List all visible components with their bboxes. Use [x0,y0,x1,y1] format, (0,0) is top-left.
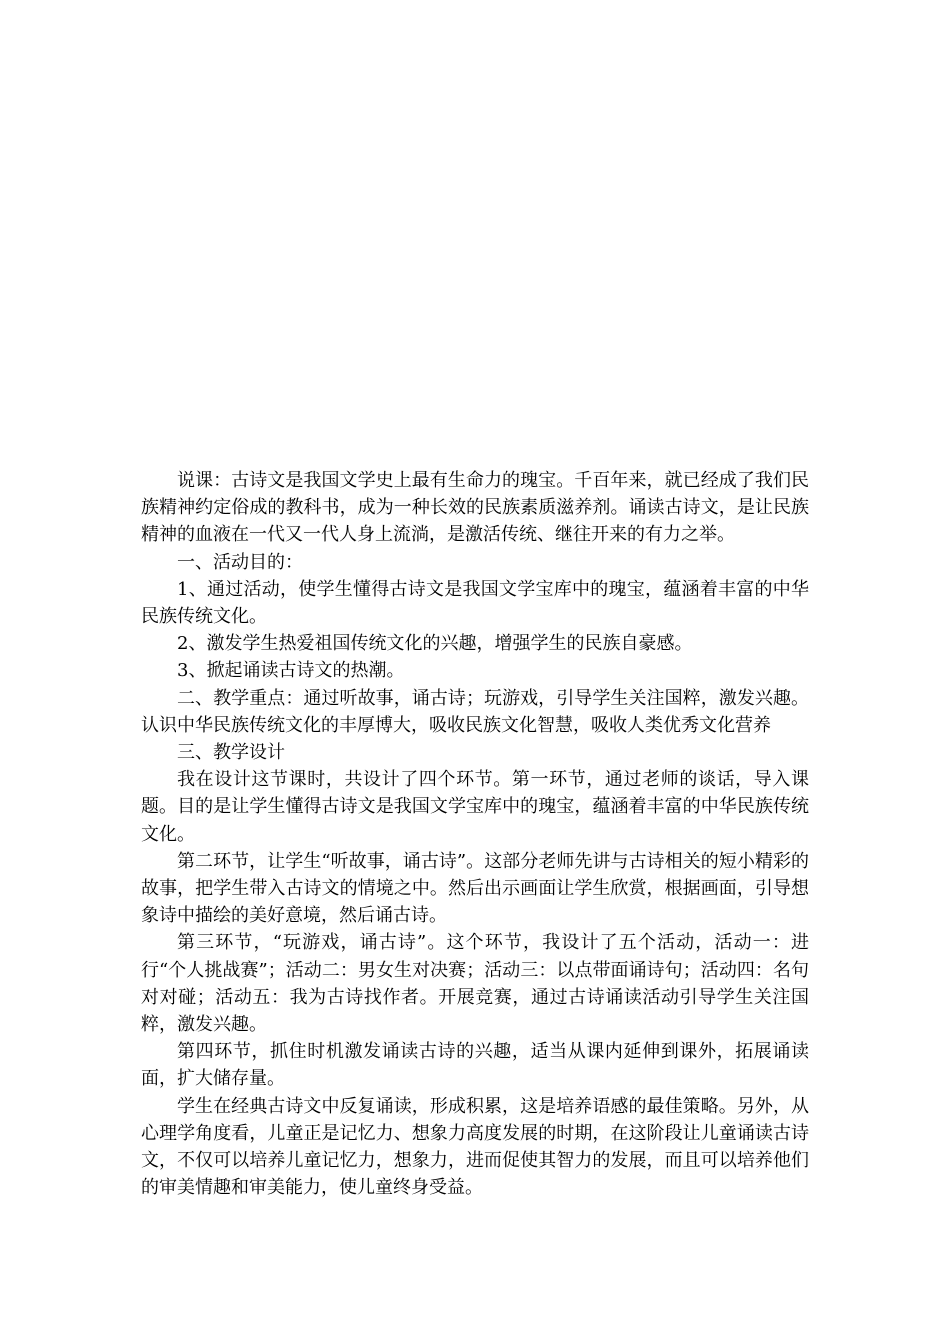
paragraph-goal-2: 2、激发学生热爱祖国传统文化的兴趣，增强学生的民族自豪感。 [177,633,693,655]
paragraph-design-stage-4: 第四环节，抓住时机激发诵读古诗的兴趣，适当从课内延伸到课外，拓展诵读面，扩大储存量。 [141,1041,809,1090]
paragraph-design-stage-2: 第二环节，让学生“听故事，诵古诗”。这部分老师先讲与古诗相关的短小精彩的故事，把学生带入古诗文的情境之中。然后出示画面让学生欣赏，根据画面，引导想象诗中描绘的美好意境，然后诵古诗。 [141,850,809,927]
paragraph-design-stage-1: 我在设计这节课时，共设计了四个环节。第一环节，通过老师的谈话，导入课题。目的是让学生懂得古诗文是我国文学宝库中的瑰宝，蕴涵着丰富的中华民族传统文化。 [141,769,809,845]
document-body [141,467,809,1201]
paragraph-intro: 说课：古诗文是我国文学史上最有生命力的瑰宝。千百年来，就已经成了我们民族精神约定俗成的教科书，成为一种长效的民族素质滋养剂。诵读古诗文，是让民族精神的血液在一代又一代人身上流淌，是激活传统、继往开来的有力之举。 [141,470,809,546]
paragraph-goal-3: 3、掀起诵读古诗文的热潮。 [177,660,405,682]
paragraph-conclusion: 学生在经典古诗文中反复诵读，形成积累，这是培养语感的最佳策略。另外，从心理学角度看，儿童正是记忆力、想象力高度发展的时期，在这阶段让儿童诵读古诗文，不仅可以培养儿童记忆力，想象力，进而促使其智力的发展，而且可以培养他们的审美情趣和审美能力，使儿童终身受益。 [141,1095,809,1199]
paragraph-goal-1: 1、通过活动，使学生懂得古诗文是我国文学宝库中的瑰宝，蕴涵着丰富的中华民族传统文化。 [141,578,809,628]
paragraph-design-stage-3: 第三环节，“玩游戏，诵古诗”。这个环节，我设计了五个活动，活动一：进行“个人挑战赛”；活动二：男女生对决赛；活动三：以点带面诵诗句；活动四：名句对对碰；活动五：我为古诗找作者。开展竞赛，通过古诗诵读活动引导学生关注国粹，激发兴趣。 [141,932,809,1036]
heading-activity-goals: 一、活动目的： [177,551,303,573]
paragraph-teaching-focus: 二、教学重点：通过听故事，诵古诗；玩游戏，引导学生关注国粹，激发兴趣。认识中华民族传统文化的丰厚博大，吸收民族文化智慧，吸收人类优秀文化营养 [141,687,809,736]
heading-teaching-design: 三、教学设计 [177,742,285,764]
